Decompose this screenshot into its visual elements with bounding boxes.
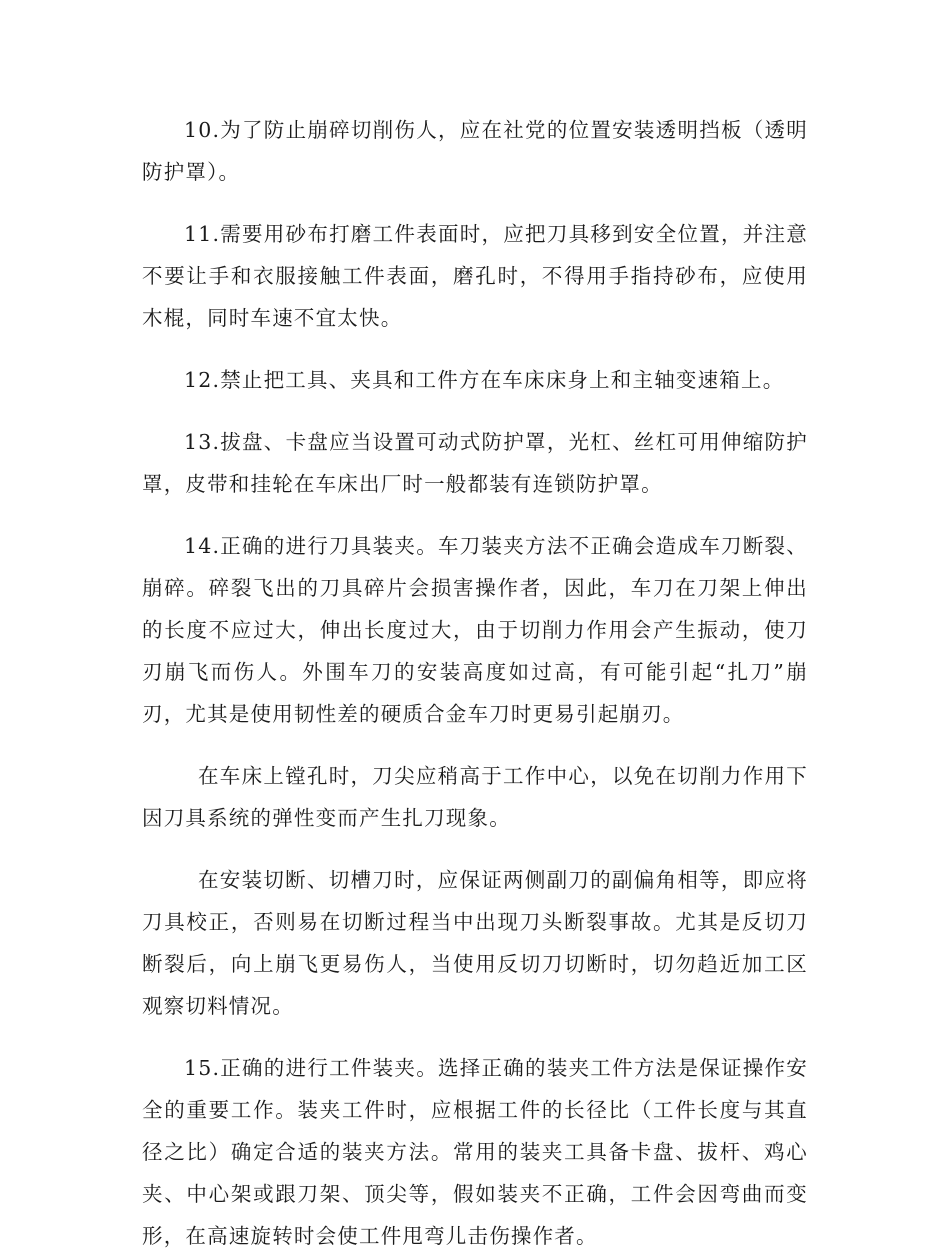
paragraph-gap [142,735,808,755]
paragraph-12: 12.禁止把工具、夹具和工件方在车床床身上和主轴变速箱上。 [184,368,785,392]
paragraph-boring: 在车床上镗孔时，刀尖应稍高于工作中心，以免在切削力作用下因刀具系统的弹性变而产生扎刀现象。 [142,764,808,830]
paragraph-gap [142,401,808,421]
paragraph-gap [142,193,808,213]
paragraph-gap [142,839,808,859]
document-body [142,109,808,1257]
paragraph-11: 11.需要用砂布打磨工件表面时，应把刀具移到安全位置，并注意不要让手和衣服接触工件表面，磨孔时，不得用手指持砂布，应使用木棍，同时车速不宜太快。 [142,222,808,330]
paragraph-10: 10.为了防止崩碎切削伤人，应在社党的位置安装透明挡板（透明防护罩）。 [142,118,808,184]
paragraph-parting-tool: 在安装切断、切槽刀时，应保证两侧副刀的副偏角相等，即应将刀具校正，否则易在切断过程当中出现刀头断裂事故。尤其是反切刀断裂后，向上崩飞更易伤人，当使用反切刀切断时，切勿趋近加工区观察切料情况。 [142,868,808,1018]
paragraph-gap [142,505,808,525]
paragraph-15: 15.正确的进行工件装夹。选择正确的装夹工件方法是保证操作安全的重要工作。装夹工件时，应根据工件的长径比（工件长度与其直径之比）确定合适的装夹方法。常用的装夹工具备卡盘、拔杆、鸡心夹、中心架或跟刀架、顶尖等，假如装夹不正确，工件会因弯曲而变形，在高速旋转时会使工件甩弯儿击伤操作者。 [142,1056,808,1248]
paragraph-gap [142,339,808,359]
paragraph-13: 13.拔盘、卡盘应当设置可动式防护罩，光杠、丝杠可用伸缩防护罩，皮带和挂轮在车床出厂时一般都装有连锁防护罩。 [142,430,808,496]
paragraph-14: 14.正确的进行刀具装夹。车刀装夹方法不正确会造成车刀断裂、崩碎。碎裂飞出的刀具碎片会损害操作者，因此，车刀在刀架上伸出的长度不应过大，伸出长度过大，由于切削力作用会产生振动，使刀刃崩飞而伤人。外围车刀的安装高度如过高，有可能引起“扎刀”崩刃，尤其是使用韧性差的硬质合金车刀时更易引起崩刃。 [142,534,808,726]
paragraph-gap [142,1027,808,1047]
